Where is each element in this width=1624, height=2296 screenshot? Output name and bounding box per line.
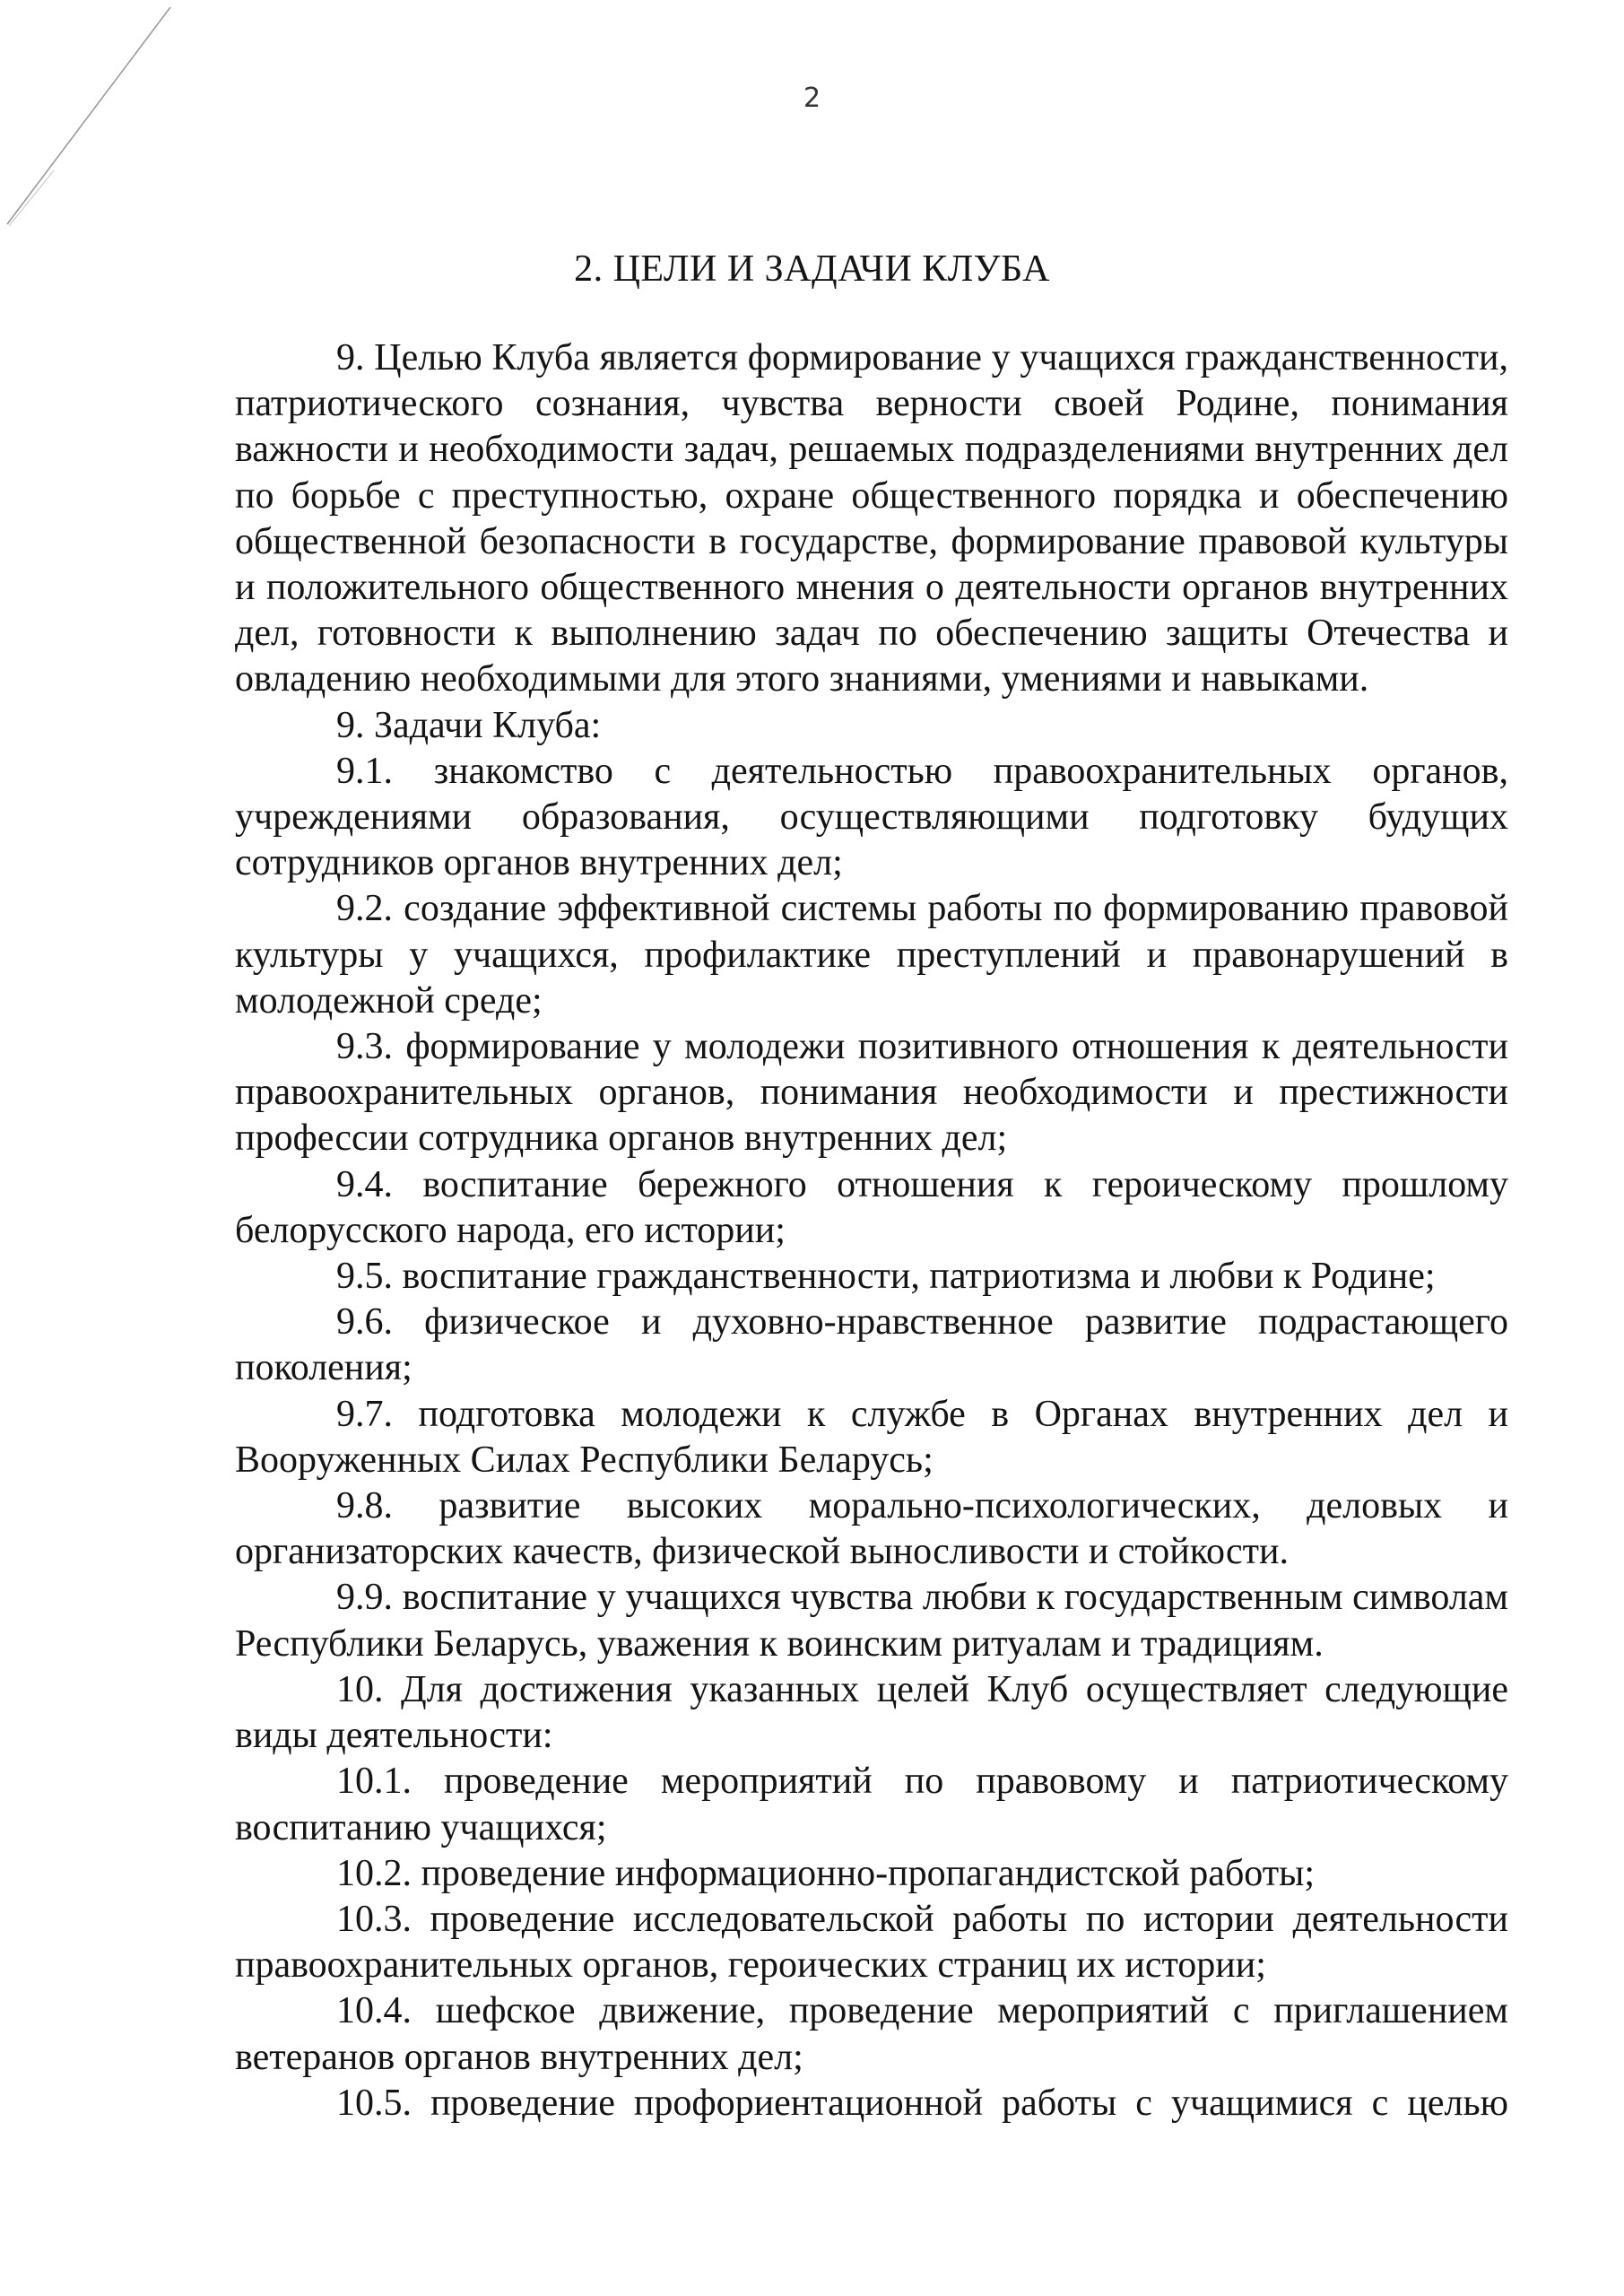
paragraph-task-9-8: 9.8. развитие высоких морально-психологических, деловых и организаторских качеств, физической выносливости и стойкости.	[235, 1485, 1508, 1573]
paragraph-task-9-7: 9.7. подготовка молодежи к службе в Органах внутренних дел и Вооруженных Силах Республики Беларусь;	[235, 1393, 1508, 1481]
paragraph-task-9-6: 9.6. физическое и духовно-нравственное развитие подрастающего поколения;	[235, 1301, 1508, 1389]
paragraph-task-9-1: 9.1. знакомство с деятельностью правоохранительных органов, учреждениями образования, осуществляющими подготовку будущих сотрудников органов внутренних дел;	[235, 750, 1508, 884]
paragraph-activity-10-1: 10.1. проведение мероприятий по правовому и патриотическому воспитанию учащихся;	[235, 1761, 1508, 1848]
document-body	[235, 335, 1508, 2126]
paragraph-activity-10-4: 10.4. шефское движение, проведение мероприятий с приглашением ветеранов органов внутренних дел;	[235, 1990, 1508, 2078]
paragraph-activity-10-2: 10.2. проведение информационно-пропагандистской работы;	[336, 1852, 1315, 1894]
paragraph-tasks-heading: 9. Задачи Клуба:	[336, 704, 602, 746]
paragraph-task-9-2: 9.2. создание эффективной системы работы по формированию правовой культуры у учащихся, профилактике преступлений и правонарушений в молодежной среде;	[235, 888, 1508, 1022]
paragraph-task-9-9: 9.9. воспитание у учащихся чувства любви к государственным символам Республики Беларусь, уважения к воинским ритуалам и традициям.	[235, 1577, 1508, 1665]
paragraph-activity-10-5: 10.5. проведение профориентационной работы с учащимися с целью	[336, 2082, 1508, 2124]
paragraph-goal: 9. Целью Клуба является формирование у учащихся гражданственности, патриотического сознания, чувства верности своей Родине, понимания важности и необходимости задач, решаемых подразделениями внутренних дел по борьбе с преступностью, охране общественного порядка и обеспечению общественной безопасности в государстве, формирование правовой культуры и положительного общественного мнения о деятельности органов внутренних дел, готовности к выполнению задач по обеспечению защиты Отечества и овладению необходимыми для этого знаниями, умениями и навыками.	[235, 337, 1508, 700]
scan-fold-mark	[0, 0, 179, 233]
paragraph-activity-10-3: 10.3. проведение исследовательской работы по истории деятельности правоохранительных органов, героических страниц их истории;	[235, 1898, 1508, 1987]
paragraph-activities-heading: 10. Для достижения указанных целей Клуб осуществляет следующие виды деятельности:	[235, 1668, 1508, 1757]
page-number: 2	[803, 83, 821, 114]
paragraph-task-9-3: 9.3. формирование у молодежи позитивного отношения к деятельности правоохранительных органов, понимания необходимости и престижности профессии сотрудника органов внутренних дел;	[235, 1026, 1508, 1160]
paragraph-task-9-5: 9.5. воспитание гражданственности, патриотизма и любви к Родине;	[336, 1256, 1436, 1298]
paragraph-task-9-4: 9.4. воспитание бережного отношения к героическому прошлому белорусского народа, его истории;	[235, 1163, 1508, 1251]
section-title: 2. ЦЕЛИ И ЗАДАЧИ КЛУБА	[574, 248, 1050, 290]
